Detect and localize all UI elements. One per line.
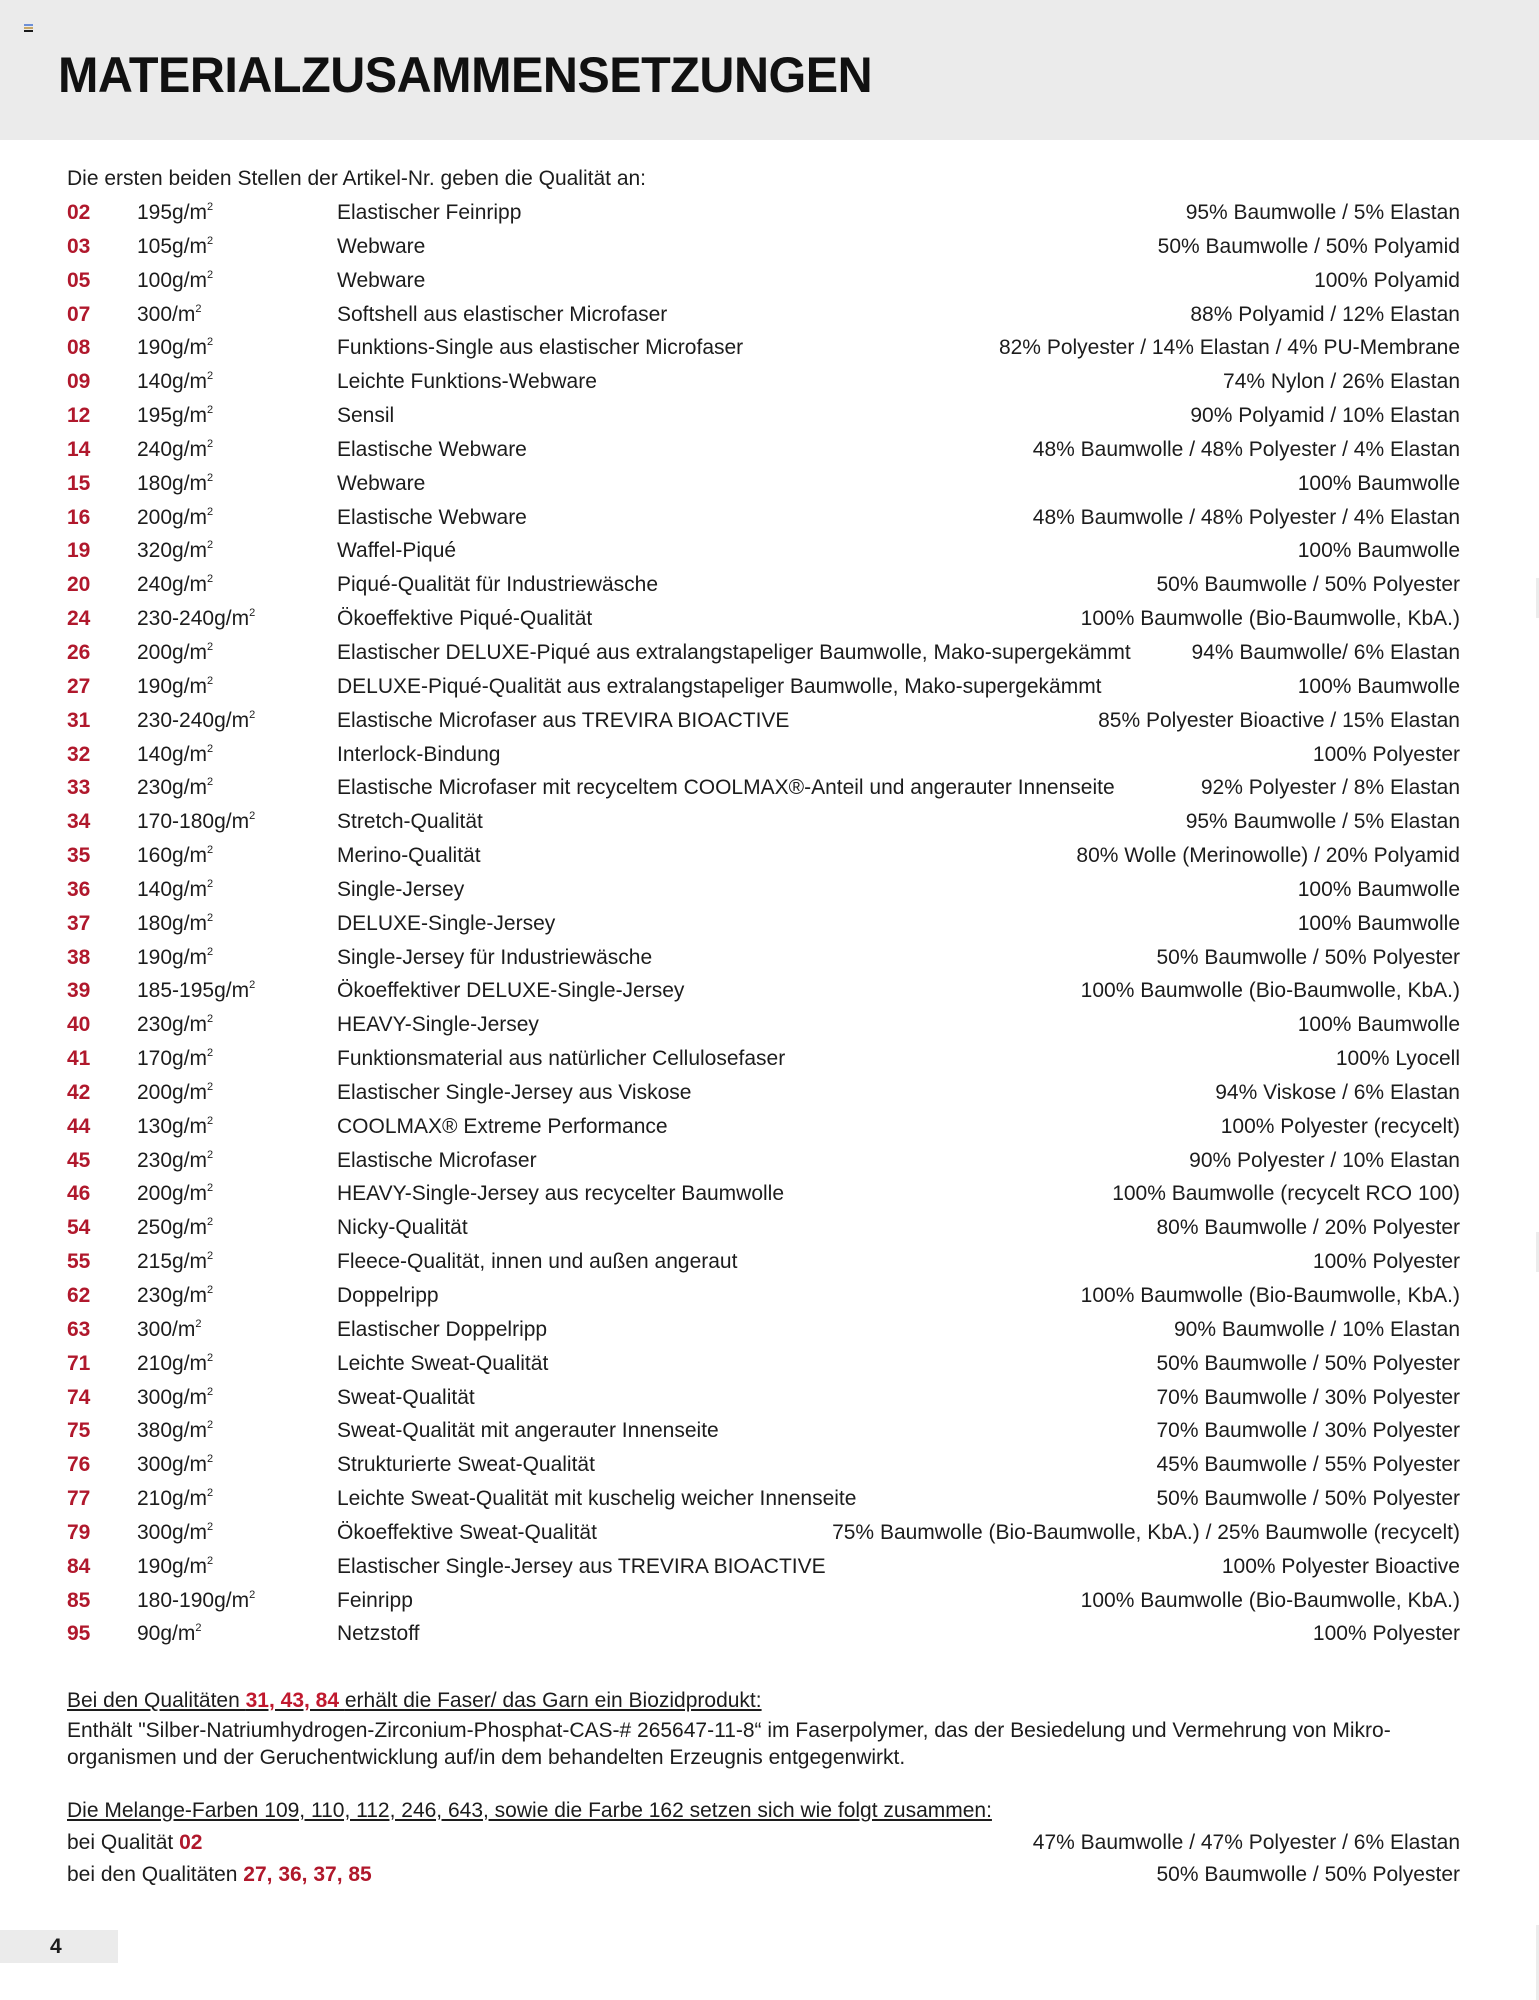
quality-code: 63 [67,1317,91,1341]
table-row [67,1279,1460,1313]
quality-code: 20 [67,573,91,597]
melange-row: bei den Qualitäten 27, 36, 37, 85 50% Baumwolle / 50% Polyester [67,1859,1460,1891]
quality-weight: $240g/m^2$ [137,573,214,597]
melange-composition: 50% Baumwolle / 50% Polyester [1156,1863,1460,1886]
quality-code: 54 [67,1216,91,1240]
quality-description: Elastischer Doppelripp [337,1317,548,1341]
quality-description: Funktions-Single aus elastischer Microfaser [337,336,744,360]
table-row [67,704,1460,738]
quality-description: Funktionsmaterial aus natürlicher Cellulosefaser [337,1047,786,1071]
quality-composition: 82% Polyester / 14% Elastan / 4% PU-Membrane [998,336,1460,360]
quality-table [67,196,1460,1651]
quality-weight: $230g/m^2$ [137,1013,214,1037]
quality-code: 37 [67,911,91,935]
quality-composition: 85% Polyester Bioactive / 15% Elastan [1098,708,1460,732]
notes-section [67,1685,1460,1891]
table-row [67,298,1460,332]
quality-weight: $230g/m^2$ [137,776,214,800]
quality-code: 84 [67,1554,91,1578]
quality-description: DELUXE-Piqué-Qualität aus extralangstapeliger Baumwolle, Mako-supergekämmt [337,674,1102,698]
quality-composition: 94% Viskose / 6% Elastan [1215,1080,1460,1104]
quality-weight: $380g/m^2$ [137,1419,214,1443]
table-row [67,738,1460,772]
quality-description: COOLMAX® Extreme Performance [337,1114,668,1138]
quality-composition: 100% Baumwolle (Bio-Baumwolle, KbA.) [1080,979,1460,1003]
table-row [67,1584,1460,1618]
table-row [67,1448,1460,1482]
quality-composition: 100% Baumwolle [1297,911,1460,935]
table-row [67,907,1460,941]
quality-composition: 50% Baumwolle / 50% Polyamid [1157,234,1460,258]
quality-code: 38 [67,945,91,969]
quality-weight: $230g/m^2$ [137,1284,214,1307]
table-row [67,1211,1460,1245]
quality-description: Piqué-Qualität für Industriewäsche [337,573,658,597]
quality-weight: $180g/m^2$ [137,911,214,935]
page-title: MATERIALZUSAMMENSETZUNGEN [58,47,873,103]
quality-weight: $240g/m^2$ [137,437,214,461]
quality-weight: $130g/m^2$ [137,1114,214,1138]
quality-code: 77 [67,1487,91,1511]
quality-code: 35 [67,844,91,868]
table-row [67,670,1460,704]
quality-composition: 50% Baumwolle / 50% Polyester [1156,1487,1460,1511]
table-row [67,1110,1460,1144]
quality-composition: 50% Baumwolle / 50% Polyester [1156,1351,1460,1375]
quality-code: 42 [67,1080,91,1104]
quality-composition: 100% Polyester (recycelt) [1220,1114,1460,1138]
quality-weight: $230-240g/m^2$ [137,708,256,732]
table-row [67,636,1460,670]
quality-composition: 90% Baumwolle / 10% Elastan [1174,1317,1460,1341]
quality-composition: 100% Polyester [1312,742,1460,766]
quality-description: HEAVY-Single-Jersey [337,1013,539,1037]
table-row [67,534,1460,568]
quality-weight: $140g/m^2$ [137,370,214,394]
quality-weight: $215g/m^2$ [137,1250,214,1274]
quality-description: Elastischer Single-Jersey aus Viskose [337,1080,692,1104]
quality-weight: $250g/m^2$ [137,1216,214,1240]
quality-code: 76 [67,1453,91,1477]
quality-weight: $200g/m^2$ [137,1182,214,1206]
table-row [67,1245,1460,1279]
quality-code: 08 [67,336,91,360]
quality-weight: $210g/m^2$ [137,1487,214,1511]
quality-code: 09 [67,370,91,394]
quality-description: Elastischer Single-Jersey aus TREVIRA BIOACTIVE [337,1554,826,1578]
table-row [67,974,1460,1008]
quality-composition: 80% Baumwolle / 20% Polyester [1156,1216,1460,1240]
quality-weight: $320g/m^2$ [137,539,214,563]
quality-composition: 48% Baumwolle / 48% Polyester / 4% Elastan [1032,505,1460,529]
table-row [67,264,1460,298]
quality-composition: 90% Polyamid / 10% Elastan [1190,404,1460,428]
table-row [67,1008,1460,1042]
quality-description: Elastischer Feinripp [337,201,522,224]
quality-code: 26 [67,640,91,664]
quality-code: 19 [67,539,91,563]
quality-description: Ökoeffektive Piqué-Qualität [337,607,593,631]
quality-composition: 100% Polyester Bioactive [1221,1554,1460,1578]
quality-code: 14 [67,437,91,461]
table-row [67,1550,1460,1584]
quality-code: 40 [67,1013,91,1037]
quality-composition: 50% Baumwolle / 50% Polyester [1156,945,1460,969]
table-row [67,568,1460,602]
quality-description: HEAVY-Single-Jersey aus recycelter Baumwolle [337,1182,785,1206]
melange-row: bei Qualität 02 47% Baumwolle / 47% Polyester / 6% Elastan [67,1827,1460,1859]
quality-code: 45 [67,1148,91,1172]
quality-description: Strukturierte Sweat-Qualität [337,1453,595,1477]
quality-code: 39 [67,979,91,1003]
table-row [67,1414,1460,1448]
quality-code: 31 [67,708,91,732]
table-row [67,1347,1460,1381]
quality-composition: 94% Baumwolle/ 6% Elastan [1191,640,1460,664]
quality-code: 46 [67,1182,91,1206]
quality-description: Nicky-Qualität [337,1216,468,1240]
quality-description: Sensil [337,404,395,428]
table-row [67,331,1460,365]
quality-composition: 100% Baumwolle [1297,877,1460,901]
quality-composition: 100% Baumwolle [1297,471,1460,495]
quality-code: 75 [67,1419,91,1443]
quality-weight: $180-190g/m^2$ [137,1588,256,1612]
table-row [67,805,1460,839]
biocide-body: Enthält "Silber-Natriumhydrogen-Zirconium-Phosphat-CAS-# 265647-11-8“ im Faserpolymer, das der Besiedelung und Vermehrung von Mikro- organismen und der Geruchentwicklung auf/in dem behandelten Erzeugnis entgegenwirkt. [67,1719,1391,1769]
melange-codes: 02 [179,1831,203,1854]
table-row [67,196,1460,230]
quality-description: Leichte Sweat-Qualität mit kuschelig weicher Innenseite [337,1487,857,1511]
quality-description: Netzstoff [337,1622,420,1646]
table-row [67,1381,1460,1415]
quality-description: Sweat-Qualität [337,1385,475,1409]
quality-description: Waffel-Piqué [337,539,457,563]
quality-weight: $100g/m^2$ [137,268,214,292]
quality-composition: 100% Baumwolle (Bio-Baumwolle, KbA.) [1080,1284,1460,1307]
quality-description: Elastische Microfaser aus TREVIRA BIOACTIVE [337,708,790,732]
quality-code: 95 [67,1622,91,1646]
table-row [67,941,1460,975]
quality-weight: $90g/m^2$ [137,1622,202,1646]
quality-weight: $190g/m^2$ [137,1554,214,1578]
quality-composition: 100% Baumwolle (Bio-Baumwolle, KbA.) [1080,607,1460,631]
quality-description: Stretch-Qualität [337,810,483,834]
quality-description: Webware [337,471,426,495]
quality-weight: $200g/m^2$ [137,1080,214,1104]
quality-composition: 95% Baumwolle / 5% Elastan [1185,810,1460,834]
quality-weight: $140g/m^2$ [137,877,214,901]
quality-code: 62 [67,1284,91,1307]
page-header [0,0,1539,140]
quality-weight: $170g/m^2$ [137,1047,214,1071]
quality-weight: $160g/m^2$ [137,844,214,868]
quality-description: Ökoeffektiver DELUXE-Single-Jersey [337,979,685,1003]
quality-composition: 90% Polyester / 10% Elastan [1189,1148,1460,1172]
biocide-codes: 31, 43, 84 [245,1689,345,1712]
quality-description: Softshell aus elastischer Microfaser [337,302,668,326]
quality-weight: $190g/m^2$ [137,336,214,360]
quality-weight: $190g/m^2$ [137,945,214,969]
table-row [67,230,1460,264]
quality-weight: $300/m^2$ [137,302,202,326]
quality-code: 74 [67,1385,91,1409]
melange-heading: Die Melange-Farben 109, 110, 112, 246, 643, sowie die Farbe 162 setzen sich wie folgt zusammen: [67,1799,992,1822]
table-row [67,1516,1460,1550]
quality-code: 16 [67,505,91,529]
quality-code: 12 [67,404,91,428]
quality-description: DELUXE-Single-Jersey [337,911,556,935]
table-row [67,501,1460,535]
quality-code: 44 [67,1114,91,1138]
quality-description: Sweat-Qualität mit angerauter Innenseite [337,1419,719,1443]
quality-composition: 100% Baumwolle [1297,1013,1460,1037]
quality-code: 27 [67,674,91,698]
quality-composition: 100% Polyester [1312,1250,1460,1274]
quality-code: 41 [67,1047,91,1071]
quality-composition: 100% Baumwolle [1297,539,1460,563]
quality-weight: $200g/m^2$ [137,505,214,529]
quality-composition: 95% Baumwolle / 5% Elastan [1185,201,1460,224]
quality-description: Leichte Funktions-Webware [337,370,597,394]
quality-description: Doppelripp [337,1284,439,1307]
table-row [67,467,1460,501]
quality-code: 07 [67,302,91,326]
table-row [67,1042,1460,1076]
content-area [67,162,1460,1651]
quality-weight: $210g/m^2$ [137,1351,214,1375]
quality-description: Fleece-Qualität, innen und außen angeraut [337,1250,738,1274]
quality-composition: 92% Polyester / 8% Elastan [1200,776,1460,800]
melange-codes: 27, 36, 37, 85 [243,1863,372,1886]
biocide-heading: Bei den Qualitäten 31, 43, 84 erhält die Faser/ das Garn ein Biozidprodukt: [67,1689,762,1712]
quality-code: 85 [67,1588,91,1612]
quality-description: Webware [337,234,426,258]
quality-weight: $105g/m^2$ [137,234,214,258]
quality-code: 79 [67,1520,91,1544]
table-row [67,602,1460,636]
quality-description: Single-Jersey [337,877,465,901]
quality-description: Elastische Webware [337,505,527,529]
table-row [67,433,1460,467]
quality-code: 32 [67,742,91,766]
table-row [67,1144,1460,1178]
quality-description: Leichte Sweat-Qualität [337,1351,549,1375]
quality-code: 33 [67,776,91,800]
quality-composition: 70% Baumwolle / 30% Polyester [1156,1419,1460,1443]
table-row [67,1076,1460,1110]
table-row [67,839,1460,873]
logo-icon [24,24,33,34]
quality-composition: 100% Baumwolle (Bio-Baumwolle, KbA.) [1080,1588,1460,1612]
quality-composition: 45% Baumwolle / 55% Polyester [1156,1453,1460,1477]
quality-weight: $185-195g/m^2$ [137,979,256,1003]
table-row [67,1313,1460,1347]
quality-composition: 80% Wolle (Merinowolle) / 20% Polyamid [1076,844,1460,868]
quality-composition: 100% Lyocell [1335,1047,1460,1071]
page-number: 4 [50,1935,62,1958]
quality-code: 34 [67,810,91,834]
quality-weight: $140g/m^2$ [137,742,214,766]
quality-composition: 100% Polyester [1312,1622,1460,1646]
quality-weight: $300g/m^2$ [137,1385,214,1409]
quality-composition: 70% Baumwolle / 30% Polyester [1156,1385,1460,1409]
quality-description: Elastische Webware [337,437,527,461]
quality-description: Interlock-Bindung [337,742,501,766]
quality-weight: $195g/m^2$ [137,404,214,428]
quality-weight: $170-180g/m^2$ [137,810,256,834]
quality-weight: $200g/m^2$ [137,640,214,664]
quality-description: Single-Jersey für Industriewäsche [337,945,653,969]
quality-code: 03 [67,234,91,258]
table-row [67,1177,1460,1211]
quality-description: Webware [337,268,426,292]
quality-weight: $190g/m^2$ [137,674,214,698]
table-row [67,873,1460,907]
quality-composition: 100% Baumwolle [1297,674,1460,698]
table-row [67,771,1460,805]
quality-weight: $180g/m^2$ [137,471,214,495]
quality-code: 36 [67,877,91,901]
quality-description: Elastische Microfaser [337,1148,537,1172]
quality-description: Elastische Microfaser mit recyceltem COOLMAX®-Anteil und angerauter Innenseite [337,776,1115,800]
quality-composition: 48% Baumwolle / 48% Polyester / 4% Elastan [1032,437,1460,461]
quality-description: Feinripp [337,1588,413,1612]
quality-composition: 100% Baumwolle (recycelt RCO 100) [1112,1182,1460,1206]
melange-section [67,1795,1460,1891]
quality-weight: $195g/m^2$ [137,201,214,224]
quality-weight: $230g/m^2$ [137,1148,214,1172]
quality-composition: 50% Baumwolle / 50% Polyester [1156,573,1460,597]
quality-code: 71 [67,1351,91,1375]
quality-description: Merino-Qualität [337,844,481,868]
quality-code: 55 [67,1250,91,1274]
quality-description: Ökoeffektive Sweat-Qualität [337,1520,597,1544]
quality-weight: $300/m^2$ [137,1317,202,1341]
table-row [67,1482,1460,1516]
intro-text: Die ersten beiden Stellen der Artikel-Nr. geben die Qualität an: [67,167,647,190]
quality-weight: $300g/m^2$ [137,1453,214,1477]
quality-composition: 74% Nylon / 26% Elastan [1223,370,1460,394]
table-row [67,1617,1460,1651]
quality-code: 24 [67,607,91,631]
quality-composition: 88% Polyamid / 12% Elastan [1190,302,1460,326]
table-row [67,365,1460,399]
quality-composition: 75% Baumwolle (Bio-Baumwolle, KbA.) / 25% Baumwolle (recycelt) [832,1520,1460,1544]
melange-composition: 47% Baumwolle / 47% Polyester / 6% Elastan [1032,1831,1460,1854]
quality-code: 05 [67,268,91,292]
quality-weight: $230-240g/m^2$ [137,607,256,631]
quality-weight: $300g/m^2$ [137,1520,214,1544]
quality-code: 15 [67,471,91,495]
quality-description: Elastischer DELUXE-Piqué aus extralangstapeliger Baumwolle, Mako-supergekämmt [337,640,1131,664]
quality-code: 02 [67,201,91,224]
quality-composition: 100% Polyamid [1314,268,1460,292]
table-row [67,399,1460,433]
